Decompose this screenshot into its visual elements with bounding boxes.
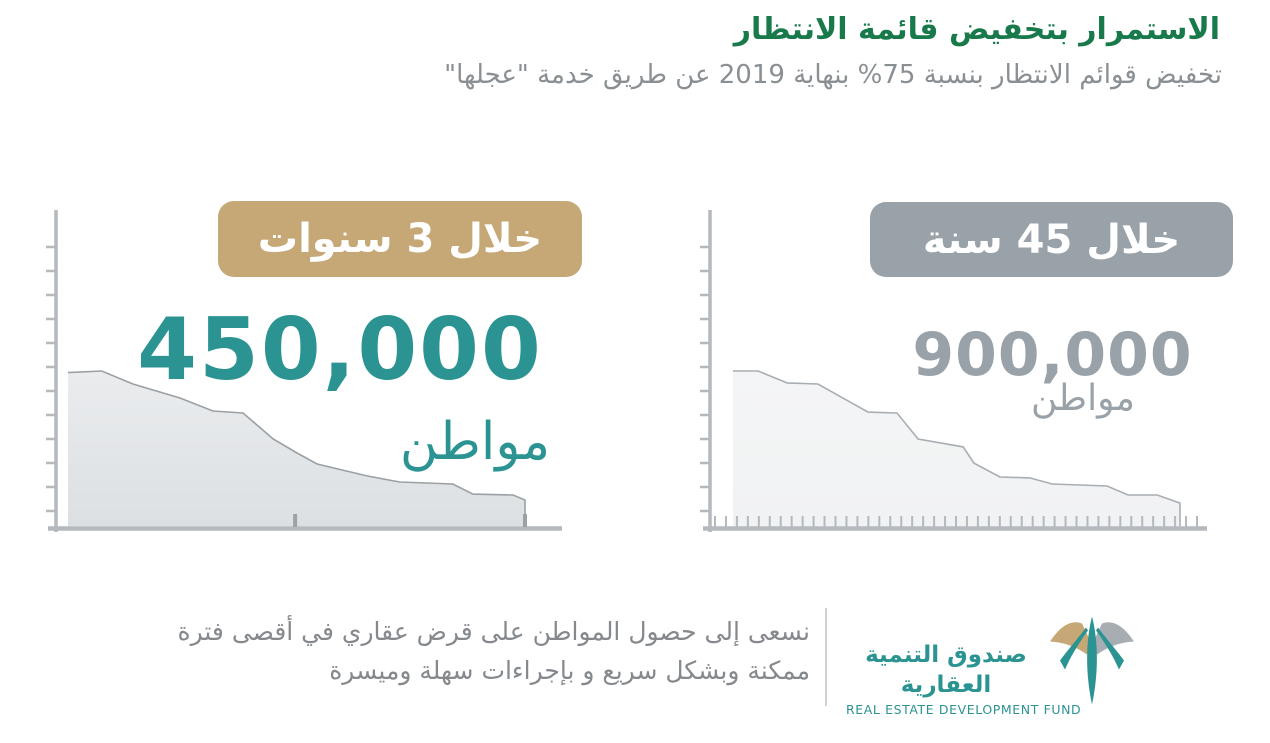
mission-line-2: ممكنة وبشكل سريع و بإجراءات سهلة وميسرة — [329, 656, 810, 685]
page-title: الاستمرار بتخفيض قائمة الانتظار — [733, 12, 1220, 47]
redf-logo-text — [846, 640, 1082, 717]
mission-line-1: نسعى إلى حصول المواطن على قرض عقاري في أقصى فترة — [177, 617, 810, 646]
value-450000: 450,000 — [137, 300, 543, 400]
redf-name-english: REAL ESTATE DEVELOPMENT FUND — [846, 702, 1082, 717]
unit-citizen-left: مواطن — [399, 412, 551, 472]
badge-3-years: خلال 3 سنوات — [218, 201, 582, 277]
mission-statement — [100, 612, 810, 690]
footer-divider — [825, 608, 827, 706]
value-900000: 900,000 — [912, 320, 1193, 390]
redf-name-arabic: صندوق التنمية العقارية — [865, 642, 1027, 698]
palm-arrows-icon — [1042, 610, 1142, 708]
badge-45-years: خلال 45 سنة — [870, 202, 1233, 277]
unit-citizen-right: مواطن — [1031, 378, 1135, 419]
page-subtitle: تخفيض قوائم الانتظار بنسبة 75% بنهاية 2019 عن طريق خدمة "عجلها" — [444, 60, 1222, 90]
